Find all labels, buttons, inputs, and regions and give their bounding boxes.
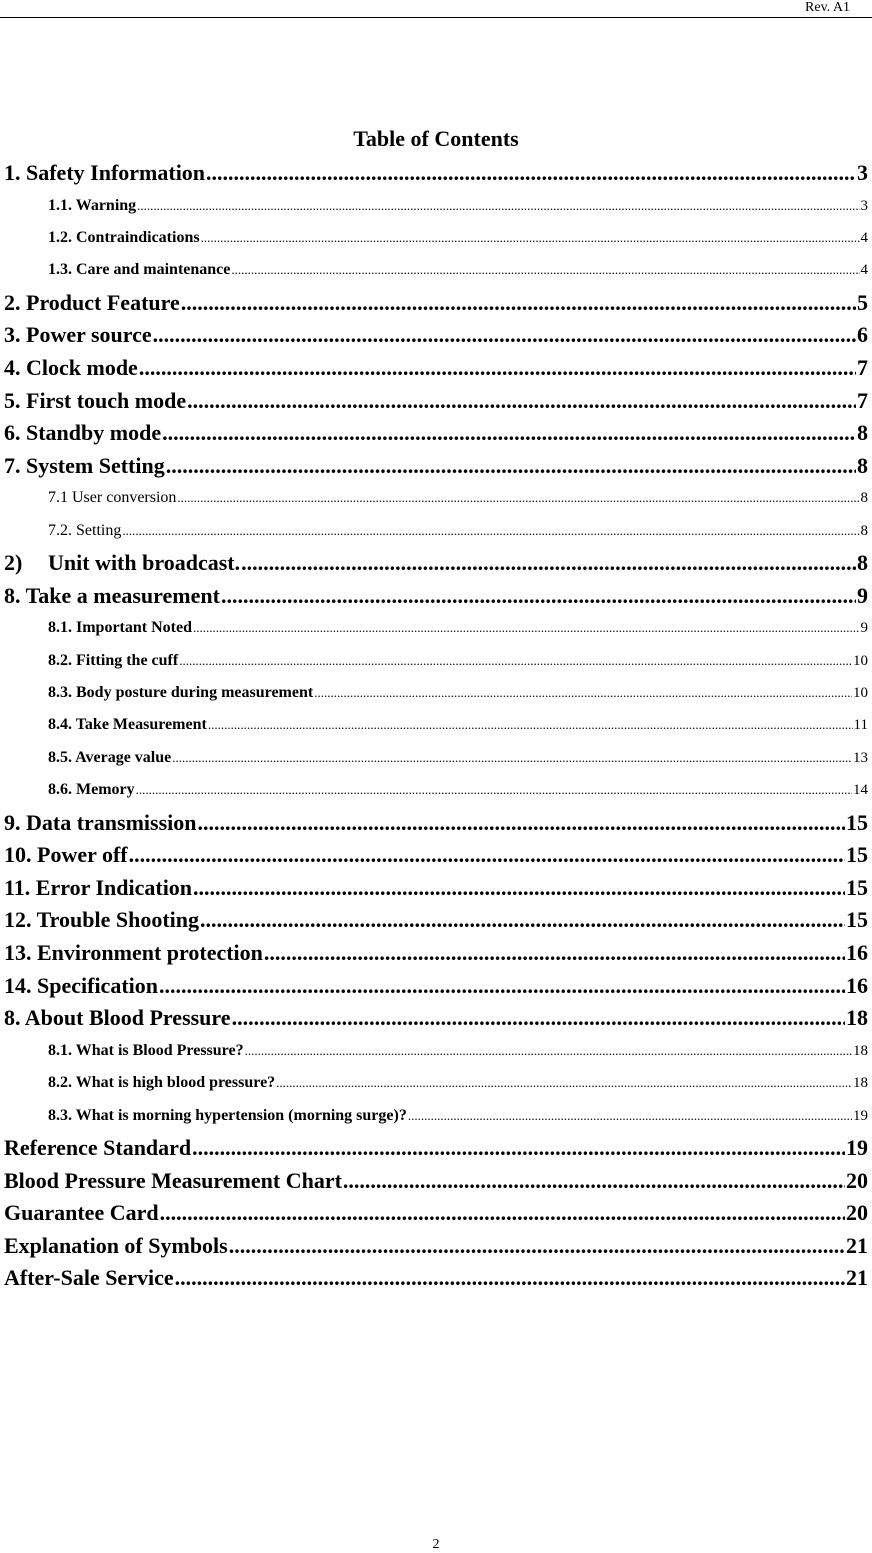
toc-entry-label: 14. Specification xyxy=(4,972,158,998)
dot-leader xyxy=(198,807,845,840)
toc-title: Table of Contents xyxy=(353,126,519,151)
toc-entry-page: 3 xyxy=(857,160,868,185)
toc-entry[interactable] xyxy=(4,1197,868,1230)
toc-entry[interactable] xyxy=(4,1002,868,1035)
toc-entry-page: 15 xyxy=(846,842,868,868)
toc-entry-label: 7.1 User conversion xyxy=(48,489,177,507)
toc-entry-label: 8.3. What is morning hypertension (morning surge)? xyxy=(48,1106,407,1124)
toc-entry-page: 14 xyxy=(853,782,868,799)
toc-entry[interactable] xyxy=(4,319,868,352)
dot-leader xyxy=(408,1100,852,1132)
toc-entry[interactable] xyxy=(4,872,868,905)
dot-leader xyxy=(221,580,856,613)
toc-entry[interactable] xyxy=(4,417,868,450)
dot-leader xyxy=(206,157,856,190)
toc-entry-page: 19 xyxy=(853,1107,868,1124)
toc-entry-label: 8.3. Body posture during measurement xyxy=(48,684,314,702)
toc-entry-page: 8 xyxy=(857,420,868,446)
toc-entry[interactable] xyxy=(4,612,868,644)
toc-entry-page: 4 xyxy=(860,229,868,246)
toc-entry-page: 15 xyxy=(846,907,868,933)
dot-leader xyxy=(343,1165,845,1198)
toc-entry-label: Blood Pressure Measurement Chart xyxy=(4,1167,342,1193)
table-of-contents xyxy=(4,157,868,1295)
toc-entry-page: 4 xyxy=(860,262,868,279)
toc-entry-page: 21 xyxy=(846,1232,868,1258)
dot-leader xyxy=(153,319,856,352)
toc-entry[interactable] xyxy=(4,1067,868,1099)
toc-entry-label: 1.2. Contraindications xyxy=(48,228,200,246)
toc-entry-label: 4. Clock mode xyxy=(4,354,138,380)
dot-leader xyxy=(129,839,845,872)
toc-entry[interactable] xyxy=(4,254,868,286)
toc-entry-page: 16 xyxy=(846,972,868,998)
toc-entry-label: 8.1. Important Noted xyxy=(48,619,192,637)
toc-entry-page: 11 xyxy=(853,717,868,734)
dot-leader xyxy=(139,352,856,385)
dot-leader xyxy=(201,222,860,254)
toc-entry-page: 10 xyxy=(853,652,868,669)
toc-entry[interactable] xyxy=(4,839,868,872)
toc-entry[interactable] xyxy=(4,1230,868,1263)
dot-leader xyxy=(276,1067,852,1099)
toc-entry-page: 15 xyxy=(846,874,868,900)
toc-entry-label: 7.2. Setting xyxy=(48,521,122,539)
dot-leader xyxy=(314,677,852,709)
dot-leader xyxy=(122,515,859,547)
toc-entry-page: 16 xyxy=(846,940,868,966)
toc-entry[interactable] xyxy=(4,807,868,840)
toc-entry[interactable] xyxy=(4,1132,868,1165)
toc-entry-page: 18 xyxy=(853,1042,868,1059)
toc-entry-label: 7. System Setting xyxy=(4,452,165,478)
toc-entry-label: 6. Standby mode xyxy=(4,420,162,446)
toc-entry-label: 1.1. Warning xyxy=(48,196,137,214)
toc-entry[interactable] xyxy=(4,709,868,741)
toc-entry[interactable] xyxy=(4,970,868,1003)
toc-entry[interactable] xyxy=(4,904,868,937)
dot-leader xyxy=(159,970,845,1003)
toc-entry-label: 10. Power off xyxy=(4,842,128,868)
toc-entry-label: 1.3. Care and maintenance xyxy=(48,261,231,279)
toc-entry-text: Unit with broadcast. xyxy=(48,550,241,576)
toc-entry-page: 9 xyxy=(860,620,868,637)
dot-leader xyxy=(208,709,853,741)
revision-label: Rev. A1 xyxy=(805,0,850,15)
toc-entry-label: After-Sale Service xyxy=(4,1265,174,1291)
toc-entry-label: Guarantee Card xyxy=(4,1200,159,1226)
toc-entry-label: 5. First touch mode xyxy=(4,387,187,413)
toc-entry-label: 2. Product Feature xyxy=(4,289,180,315)
toc-entry[interactable] xyxy=(4,645,868,677)
dot-leader xyxy=(166,450,856,483)
page-number: 2 xyxy=(432,1537,440,1552)
dot-leader xyxy=(245,1035,852,1067)
toc-entry-label: 13. Environment protection xyxy=(4,940,263,966)
toc-entry[interactable] xyxy=(4,677,868,709)
toc-entry-label: 8.4. Take Measurement xyxy=(48,716,207,734)
toc-entry-label: 8. Take a measurement xyxy=(4,582,220,608)
toc-entry[interactable] xyxy=(4,1262,868,1295)
toc-entry[interactable] xyxy=(4,352,868,385)
dot-leader xyxy=(193,872,845,905)
dot-leader xyxy=(192,1132,845,1165)
toc-entry[interactable] xyxy=(4,774,868,806)
toc-entry-page: 15 xyxy=(846,809,868,835)
toc-entry-page: 21 xyxy=(846,1265,868,1291)
toc-entry-page: 19 xyxy=(846,1134,868,1160)
toc-entry[interactable] xyxy=(4,547,868,580)
toc-entry-page: 8 xyxy=(860,522,868,539)
toc-entry-number: 2) xyxy=(4,550,23,576)
toc-entry[interactable] xyxy=(4,937,868,970)
toc-entry[interactable] xyxy=(4,482,868,514)
toc-entry[interactable] xyxy=(4,580,868,613)
toc-entry-label: 8. About Blood Pressure xyxy=(4,1005,231,1031)
toc-entry-page: 3 xyxy=(860,197,868,214)
toc-entry-page: 10 xyxy=(853,685,868,702)
toc-entry-label: 12. Trouble Shooting xyxy=(4,907,200,933)
toc-entry[interactable] xyxy=(4,385,868,418)
header-rule xyxy=(0,17,872,18)
toc-entry-page: 7 xyxy=(857,387,868,413)
toc-entry-label: Explanation of Symbols xyxy=(4,1232,228,1258)
dot-leader xyxy=(162,417,856,450)
toc-entry-label xyxy=(4,547,240,580)
toc-entry[interactable] xyxy=(4,1165,868,1198)
toc-entry-page: 18 xyxy=(853,1075,868,1092)
toc-entry[interactable] xyxy=(4,287,868,320)
dot-leader xyxy=(175,1262,845,1295)
toc-entry-page: 7 xyxy=(857,354,868,380)
toc-entry-label: 8.1. What is Blood Pressure? xyxy=(48,1041,244,1059)
dot-leader xyxy=(264,937,845,970)
dot-leader xyxy=(136,774,852,806)
dot-leader xyxy=(181,287,856,320)
dot-leader xyxy=(137,190,859,222)
dot-leader xyxy=(160,1197,845,1230)
toc-entry[interactable] xyxy=(4,1035,868,1067)
toc-entry-page: 18 xyxy=(846,1005,868,1031)
dot-leader xyxy=(241,547,856,580)
toc-entry[interactable] xyxy=(4,742,868,774)
toc-entry-label: 9. Data transmission xyxy=(4,809,197,835)
toc-entry-page: 13 xyxy=(853,749,868,766)
toc-entry[interactable] xyxy=(4,222,868,254)
toc-entry-page: 8 xyxy=(857,452,868,478)
dot-leader xyxy=(229,1230,845,1263)
toc-entry-label: Reference Standard xyxy=(4,1134,192,1160)
toc-entry[interactable] xyxy=(4,515,868,547)
dot-leader xyxy=(177,482,859,514)
toc-entry-page: 8 xyxy=(860,490,868,507)
toc-entry-label: 11. Error Indication xyxy=(4,874,193,900)
toc-entry-label: 8.2. Fitting the cuff xyxy=(48,651,179,669)
dot-leader xyxy=(193,612,860,644)
toc-entry-page: 20 xyxy=(846,1167,868,1193)
dot-leader xyxy=(172,742,852,774)
toc-entry-label: 8.5. Average value xyxy=(48,748,172,766)
toc-entry-page: 9 xyxy=(857,582,868,608)
toc-entry-page: 5 xyxy=(857,289,868,315)
dot-leader xyxy=(200,904,845,937)
toc-entry-label: 3. Power source xyxy=(4,322,152,348)
toc-entry-label: 8.2. What is high blood pressure? xyxy=(48,1074,276,1092)
dot-leader xyxy=(231,254,859,286)
dot-leader xyxy=(187,385,856,418)
toc-entry-page: 8 xyxy=(857,550,868,576)
toc-entry[interactable] xyxy=(4,157,868,190)
toc-entry-label: 8.6. Memory xyxy=(48,781,135,799)
toc-entry-page: 6 xyxy=(857,322,868,348)
toc-entry-page: 20 xyxy=(846,1200,868,1226)
dot-leader xyxy=(232,1002,845,1035)
toc-entry[interactable] xyxy=(4,190,868,222)
toc-entry-label: 1. Safety Information xyxy=(4,160,206,185)
dot-leader xyxy=(179,645,852,677)
toc-entry[interactable] xyxy=(4,1100,868,1132)
toc-entry[interactable] xyxy=(4,450,868,483)
